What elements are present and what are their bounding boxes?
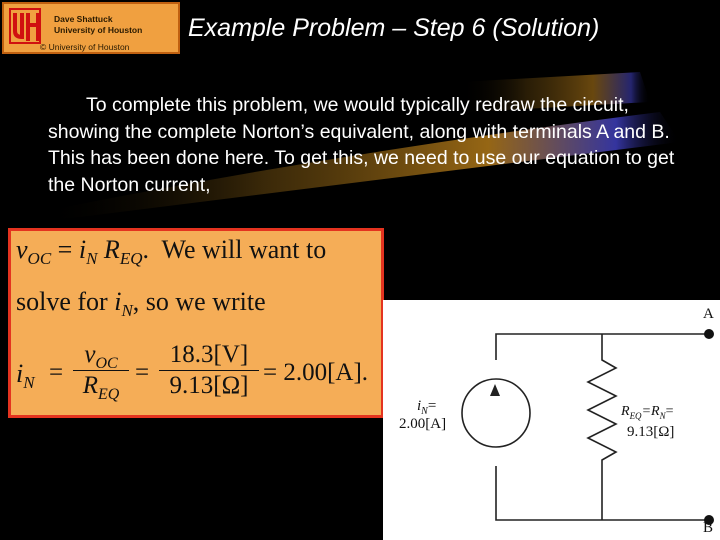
fraction-symbolic-denominator: R bbox=[82, 372, 98, 399]
source-label: $i_N=$ bbox=[417, 398, 437, 417]
uh-logo-mark bbox=[8, 7, 44, 47]
equation-line-1: $v_{OC} = i_N$ $R_{EQ}$. We will want to bbox=[16, 235, 327, 268]
equals-sign-1: = bbox=[49, 359, 64, 386]
slide-title: Example Problem – Step 6 (Solution) bbox=[188, 14, 600, 42]
equation-result: = 2.00[A]. bbox=[263, 359, 369, 386]
terminal-a-dot bbox=[704, 329, 714, 339]
fraction-numeric-numerator: 18.3[V] bbox=[169, 341, 249, 368]
fraction-numeric-denominator: 9.13[Ω] bbox=[169, 372, 249, 399]
terminal-a-label: A bbox=[703, 306, 714, 322]
equation-lhs: $i_N$ bbox=[16, 359, 35, 392]
resistor-value: 9.13[Ω] bbox=[627, 424, 675, 440]
fraction-numeric bbox=[159, 341, 259, 400]
equals-sign-2: = bbox=[135, 359, 150, 386]
fraction-symbolic-numerator-sub: OC bbox=[95, 355, 118, 372]
equation-line-1-text: We will want to bbox=[161, 235, 327, 264]
equation-box bbox=[8, 228, 384, 418]
resistor-label: $R_{EQ}=R_N=$ bbox=[621, 404, 674, 421]
fraction-symbolic bbox=[73, 341, 129, 403]
equation-line-2-tail: , so we write bbox=[132, 287, 266, 316]
terminal-b-label: B bbox=[703, 520, 714, 536]
body-paragraph-text: To complete this problem, we would typically redraw the circuit, showing the complete Norton’s equivalent, along with terminals A and B. This has been done here. To get this, we need to use our equation to get the Norton current, bbox=[48, 94, 675, 196]
equation-line-2-text: solve for bbox=[16, 287, 108, 316]
university-logo bbox=[2, 2, 180, 54]
fraction-symbolic-numerator: v bbox=[84, 341, 96, 368]
logo-copyright: © University of Houston bbox=[40, 42, 130, 52]
fraction-symbolic-denominator-sub: EQ bbox=[97, 386, 120, 403]
body-paragraph bbox=[48, 92, 688, 198]
norton-equivalent-circuit bbox=[383, 300, 720, 540]
logo-author: Dave Shattuck bbox=[54, 14, 113, 24]
equation-line-2: solve for $i_N$, so we write bbox=[16, 287, 266, 320]
source-value: 2.00[A] bbox=[399, 416, 447, 432]
logo-institution: University of Houston bbox=[54, 25, 143, 35]
